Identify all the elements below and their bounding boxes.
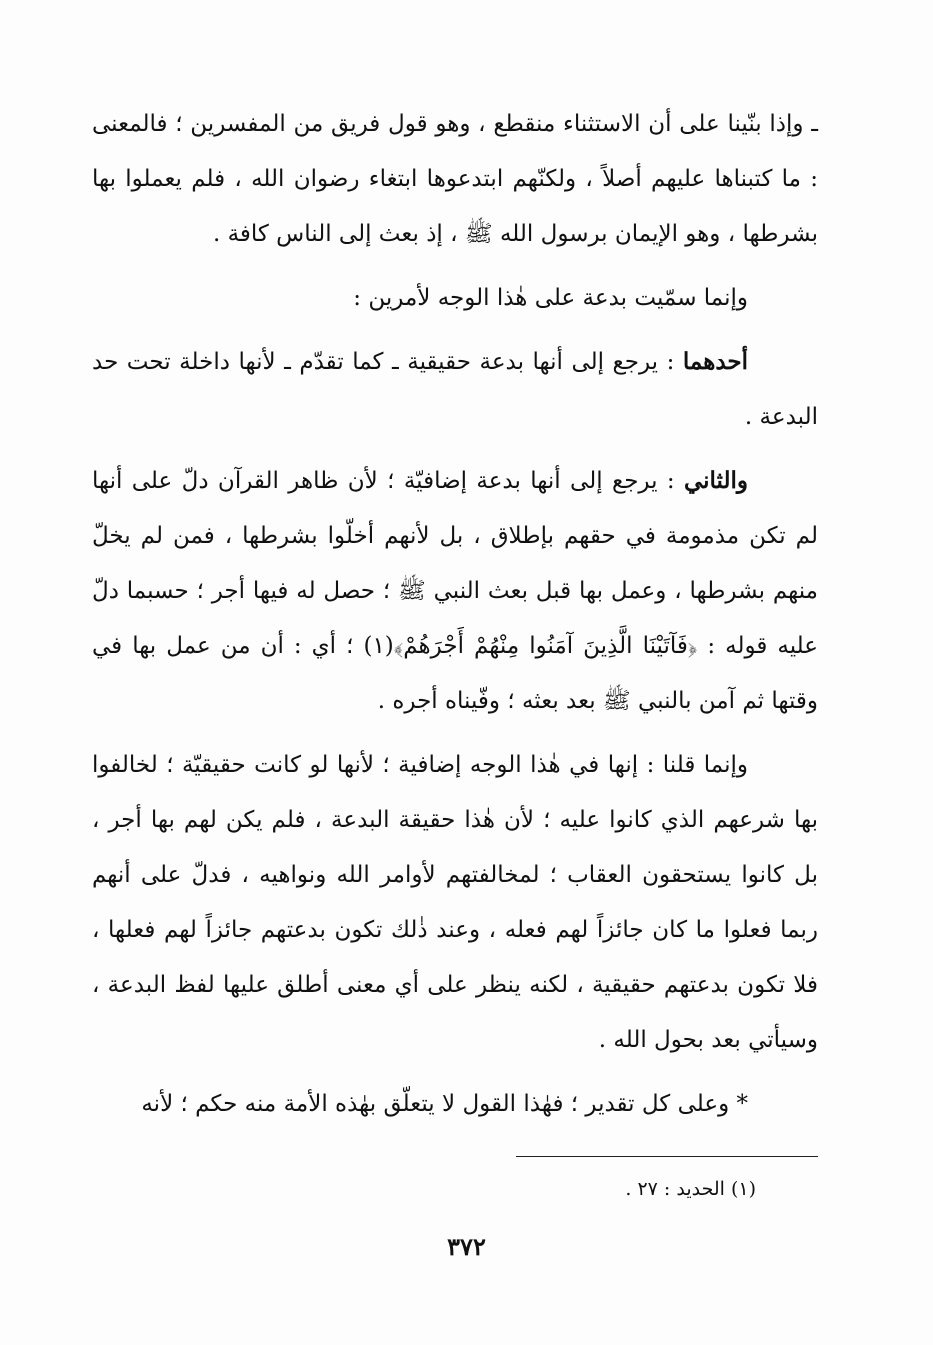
paragraph-3 (92, 334, 818, 445)
paragraph-2 (92, 270, 818, 326)
paragraph-6 (92, 1076, 818, 1132)
footnote-divider (516, 1156, 818, 1157)
paragraph-text: : يرجع إلى أنها بدعة إضافيّة ؛ لأن ظاهر القرآن دلّ على أنها لم تكن مذمومة في حقهم بإطلاق ، بل لأنهم أخلّوا بشرطها ، فمن لم يخلّ منهم بشرطها ، وعمل بها قبل بعث النبي ﷺ ؛ حصل له فيها أجر ؛ حسبما دلّ عليه قوله : ﴿فَآتَيْنَا الَّذِينَ آمَنُوا مِنْهُمْ أَجْرَهُمْ﴾(١) ؛ أي : أن من عمل بها في وقتها ثم آمن بالنبي ﷺ بعد بعثه ؛ وفّيناه أجره . (92, 468, 818, 714)
paragraph-text: : يرجع إلى أنها بدعة حقيقية ـ كما تقدّم ـ لأنها داخلة تحت حد البدعة . (92, 349, 818, 430)
page-number: ٣٧٢ (447, 1232, 486, 1261)
paragraph-text: وإنما سمّيت بدعة على هٰذا الوجه لأمرين : (353, 285, 748, 311)
paragraph-lead: أحدهما (682, 348, 749, 375)
paragraph-4 (92, 453, 818, 729)
main-text (92, 96, 818, 1140)
paragraph-lead: والثاني (683, 467, 748, 494)
paragraph-text: * وعلى كل تقدير ؛ فهٰذا القول لا يتعلّق بهٰذه الأمة منه حكم ؛ لأنه (141, 1091, 748, 1117)
paragraph-5 (92, 737, 818, 1068)
paragraph-text: وإنما قلنا : إنها في هٰذا الوجه إضافية ؛ لأنها لو كانت حقيقيّة ؛ لخالفوا بها شرعهم الذي كانوا عليه ؛ لأن هٰذا حقيقة البدعة ، فلم يكن لهم بها أجر ، بل كانوا يستحقون العقاب ؛ لمخالفتهم لأوامر الله ونواهيه ، فدلّ على أنهم ربما فعلوا ما كان جائزاً لهم فعله ، وعند ذٰلك تكون بدعتهم جائزاً لهم فعلها ، فلا تكون بدعتهم حقيقية ، لكنه ينظر على أي معنى أطلق عليها لفظ البدعة ، وسيأتي بعد بحول الله . (92, 752, 818, 1053)
paragraph-text: ـ وإذا بنّينا على أن الاستثناء منقطع ، وهو قول فريق من المفسرين ؛ فالمعنى : ما كتبناها عليهم أصلاً ، ولكنّهم ابتدعوها ابتغاء رضوان الله ، فلم يعملوا بها بشرطها ، وهو الإيمان برسول الله ﷺ ، إذ بعث إلى الناس كافة . (92, 111, 818, 247)
paragraph-1 (92, 96, 818, 262)
footnote: (١) الحديد : ٢٧ . (625, 1178, 756, 1200)
